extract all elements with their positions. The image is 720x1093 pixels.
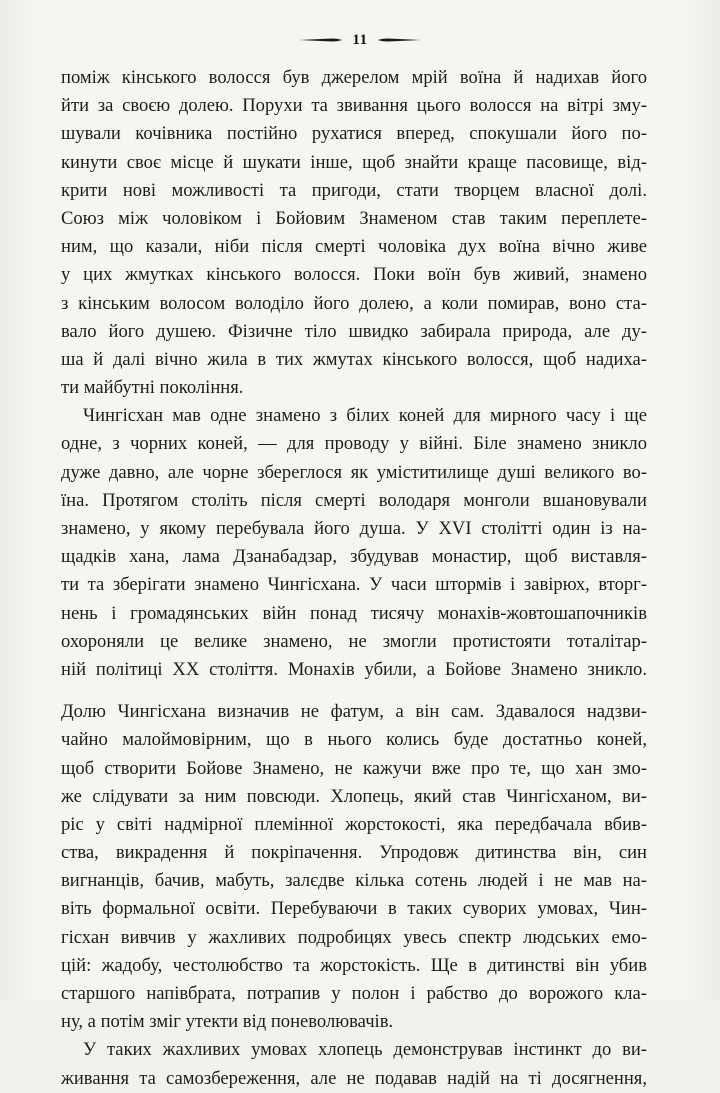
- text-line: цій: жадобу, честолюбство та жорстокість. Ще в дитинстві він убив: [61, 954, 647, 976]
- text-line: поміж кінського волосся був джерелом мрій воїна й надихав його: [61, 67, 647, 88]
- text-line: Долю Чингісхана визначив не фатум, а він сам. Здавалося надзви-: [61, 701, 647, 723]
- text-line: вало його душею. Фізичне тіло швидко забирала природа, але ду-: [61, 320, 647, 342]
- text-line: охороняли це велике знамено, не змогли протистояти тоталітар-: [61, 630, 647, 652]
- text-line: дуже давно, але чорне збереглося як уміститилище душі великого во-: [61, 461, 647, 483]
- text-line: ти та зберігати знамено Чингісхана. У часи штормів і завірюх, вторг-: [61, 574, 647, 596]
- text-line: ну, а потім зміг утекти від поневолювачів.: [61, 1011, 394, 1033]
- text-line: живання та самозбереження, але не подавав надій на ті досягнення,: [61, 1067, 647, 1089]
- text-line: ній політиці XX століття. Монахів убили, а Бойове Знамено зникло.: [61, 658, 647, 680]
- text-line: кинути своє місце й шукати інше, щоб знайти краще пасовище, від-: [61, 151, 647, 173]
- text-line: У таких жахливих умовах хлопець демонстрував інстинкт до ви-: [83, 1039, 647, 1061]
- right-ornament-icon: [377, 36, 421, 44]
- text-line: віть формальної освіти. Перебуваючи в таких суворих умовах, Чин-: [61, 898, 647, 920]
- text-line: йти за своєю долею. Порухи та звивання цього волосся на вітрі зму-: [61, 95, 647, 117]
- page-number: 11: [352, 31, 368, 48]
- text-line: гісхан вивчив у жахливих подробицях увесь спектр людських емо-: [61, 926, 647, 948]
- paragraph: [61, 402, 647, 684]
- text-line: крити нові можливості та пригоди, стати творцем власної долі.: [61, 179, 647, 201]
- body-text: [61, 64, 647, 1093]
- text-line: знамено, у якому перебувала його душа. У XVI столітті один із на-: [61, 518, 647, 539]
- paragraph: [61, 698, 647, 1036]
- text-line: щадків хана, лама Дзанабадзар, збудував монастир, щоб виставля-: [61, 546, 647, 568]
- text-line: шували кочівника постійно рухатися вперед, спокушали його по-: [61, 123, 647, 145]
- text-line: ша й далі вічно жила в тих жмутах кінського волосся, щоб надиха-: [61, 348, 647, 370]
- text-line: ти майбутні покоління.: [61, 377, 244, 399]
- text-line: ства, викрадення й покріпачення. Упродовж дитинства він, син: [61, 842, 647, 864]
- text-line: ним, що казали, ніби після смерті чоловіка дух воїна вічно живе: [61, 236, 647, 258]
- text-line: ріс у світі надмірної племінної жорстокості, яка передбачала вбив-: [61, 813, 647, 835]
- text-line: їна. Протягом століть після смерті володаря монголи вшановували: [61, 489, 647, 511]
- text-line: чайно малоймовірним, що в нього колись буде достатньо коней,: [61, 729, 647, 751]
- text-line: одне, з чорних коней, — для проводу у війні. Біле знамено зникло: [61, 433, 647, 455]
- paragraph: [61, 1036, 647, 1092]
- text-line: же слідувати за ним повсюди. Хлопець, який став Чингісханом, ви-: [61, 785, 647, 807]
- page-header: [0, 28, 720, 52]
- text-line: у цих жмутках кінського волосся. Поки воїн був живий, знамено: [61, 264, 647, 286]
- text-line: щоб створити Бойове Знамено, не кажучи вже про те, що хан змо-: [61, 757, 647, 779]
- text-line: старшого напівбрата, потрапив у полон і рабство до ворожого кла-: [61, 983, 647, 1004]
- section-gap: [61, 684, 647, 698]
- text-line: нень і громадянських війн понад тисячу монахів-жовтошапочників: [61, 602, 647, 624]
- text-line: Союз між чоловіком і Бойовим Знаменом став таким переплете-: [61, 207, 647, 229]
- text-line: з кінським волосом володіло його долею, а коли помирав, воно ста-: [61, 292, 647, 314]
- text-line: Чингісхан мав одне знамено з білих коней для мирного часу і ще: [83, 405, 647, 427]
- text-line: вигнанців, бачив, мабуть, залєдве кілька сотень людей і не мав на-: [61, 870, 647, 892]
- left-ornament-icon: [299, 36, 343, 44]
- paragraph: [61, 64, 647, 402]
